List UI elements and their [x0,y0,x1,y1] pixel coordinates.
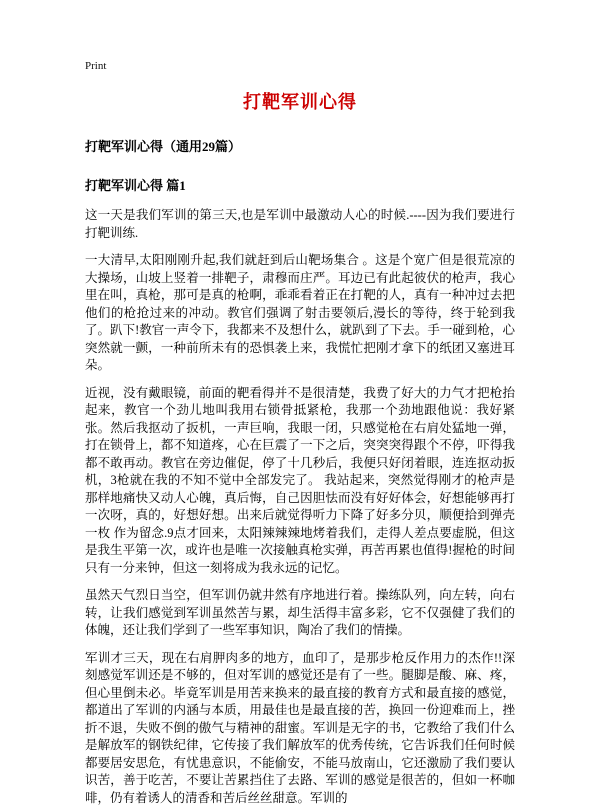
page-title: 打靶军训心得 [85,88,515,114]
paragraph: 这一天是我们军训的第三天,也是军训中最激动人心的时候.----因为我们要进行打靶训练. [85,207,515,242]
article-subtitle: 打靶军训心得（通用29篇） [85,136,515,155]
article-body [85,207,515,807]
section-heading: 打靶军训心得 篇1 [85,175,515,194]
paragraph: 近视，没有戴眼镜，前面的靶看得并不是很清楚，我费了好大的力气才把枪抬起来，教官一个劲儿地叫我用右锁骨抵紧枪，我那一个劲地跟他说：我好紧张。然后我抠动了扳机，一声巨响，我眼一闭，只感觉枪在右肩处猛地一弹，打在锁骨上，都不知道疼，心在巨震了一下之后，突突突得跟个不停，吓得我都不敢再动。教官在旁边催促，停了十几秒后，我便只好闭着眼，连连抠动扳机，3枪就在我的不知不觉中全部发完了。 我站起来，突然觉得刚才的枪声是那样地痛快又动人心魄，真后悔，自己因胆怯而没有好好体会，好想能够再打一次呀，真的，好想好想。出来后就觉得听力下降了好多分贝，顺便拾到弹壳一枚 作为留念.9点才回来，太阳辣辣辣地烤着我们，走得人差点要虚脱，但这是我生平第一次，或许也是唯一次接触真枪实弹，再苦再累也值得!握枪的时间只有一分来钟，但这一刻将成为我永远的记忆。 [85,385,515,578]
paragraph: 一大清早,太阳刚刚升起,我们就赶到后山靶场集合 。这是个宽广但是很荒凉的大操场，山坡上竖着一排靶子，肃穆而庄严。耳边已有此起彼伏的枪声，我心里在叫，真枪，那可是真的枪啊，乖乖看着正在打靶的人，真有一种冲过去把他们的枪抢过来的冲动。教官们强调了射击要领后,漫长的等待，终于轮到我了。趴下!教官一声令下，我都来不及想什么，就趴到了下去。手一碰到枪，心突然就一颤，一种前所未有的恐惧袭上来，我慌忙把刚才拿下的纸团又塞进耳朵。 [85,252,515,375]
paragraph: 军训才三天，现在右肩胛肉多的地方，血印了，是那步枪反作用力的杰作!!深刻感觉军训还是不够的，但对军训的感觉还是有了一些。腿脚是酸、麻、疼，但心里倒未必。毕竟军训是用苦来换来的最直接的教育方式和最直接的感觉，都道出了军训的内涵与本质，用最佳也是最直接的苦，换回一份迎难而上，挫折不退，失败不倒的傲气与精神的甜蜜。军训是无字的书，它教给了我们什么是解放军的钢铁纪律，它传接了我们解放军的优秀传统，它告诉我们任何时候都要居安思危，有忧患意识，不能偷安，不能马放南山，它还激励了我们要认识苦，善于吃苦，不要让苦累挡住了去路、军训的感觉是很苦的，但如一杯咖啡，仍有着诱人的清香和苦后丝丝甜意。军训的 [85,650,515,807]
paragraph: 虽然天气烈日当空，但军训仍就井然有序地进行着。操练队列，向左转，向右转，让我们感觉到军训虽然苦与累，却生活得丰富多彩，它不仅强健了我们的体魄，还让我们学到了一些军事知识，陶冶了我们的情操。 [85,587,515,640]
print-link[interactable]: Print [85,60,106,72]
